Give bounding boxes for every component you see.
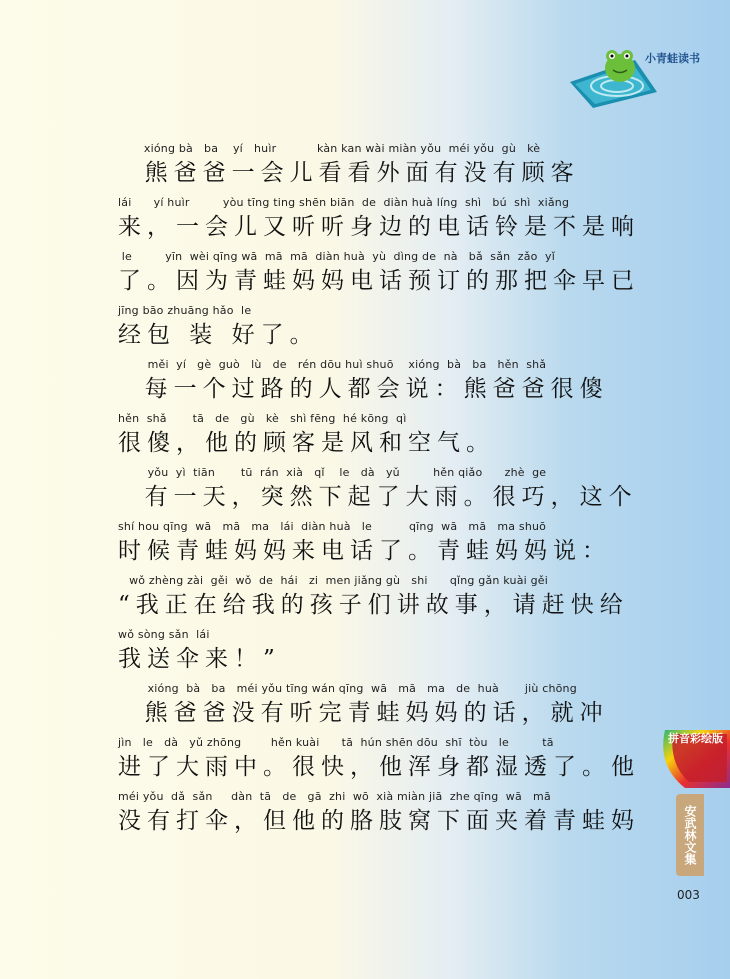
hanzi-line: 有一天，突然下起了大雨。很巧，这个 <box>118 484 638 510</box>
story-text <box>118 141 640 843</box>
hanzi-line: “我正在给我的孩子们讲故事，请赶快给 <box>118 592 629 618</box>
hanzi-line: 进了大雨中。很快，他浑身都湿透了。他 <box>118 754 640 780</box>
text-line <box>118 303 628 357</box>
text-line <box>118 195 640 249</box>
pinyin-line: měi yí gè guò lù de rén dōu huì shuō xióng bà ba hěn shǎ <box>118 358 547 371</box>
hanzi-line: 来，一会儿又听听身边的电话铃是不是响 <box>118 214 640 240</box>
pinyin-line: wǒ zhèng zài gěi wǒ de hái zi men jiǎng gù shi qǐng gǎn kuài gěi <box>118 574 549 587</box>
hanzi-line: 熊爸爸一会儿看看外面有没有顾客 <box>118 160 580 186</box>
pinyin-line: le yīn wèi qīng wā mā mā diàn huà yù dìng de nà bǎ sǎn zǎo yǐ <box>118 250 555 263</box>
pinyin-line: yǒu yì tiān tū rán xià qǐ le dà yǔ hěn qiǎo zhè ge <box>118 466 547 479</box>
pinyin-line: jìn le dà yǔ zhōng hěn kuài tā hún shēn dōu shī tòu le tā <box>118 736 554 749</box>
text-line <box>118 465 638 519</box>
text-line <box>118 519 628 573</box>
text-line <box>118 357 628 411</box>
pinyin-line: xióng bà ba méi yǒu tīng wán qīng wā mā ma de huà jiù chōng <box>118 682 577 695</box>
pinyin-line: hěn shǎ tā de gù kè shì fēng hé kōng qì <box>118 412 407 425</box>
hanzi-line: 时候青蛙妈妈来电话了。青蛙妈妈说： <box>118 538 611 564</box>
text-line <box>118 681 628 735</box>
page-number: 003 <box>677 888 700 902</box>
side-badge-label: 拼音彩绘版 <box>668 732 723 745</box>
pinyin-line: wǒ sòng sǎn lái <box>118 628 210 641</box>
hanzi-line: 经包 装 好了。 <box>118 322 319 348</box>
hanzi-line: 熊爸爸没有听完青蛙妈妈的话，就冲 <box>118 700 609 726</box>
hanzi-line: 了。因为青蛙妈妈电话预订的那把伞早已 <box>118 268 640 294</box>
hanzi-line: 很傻，他的顾客是风和空气。 <box>118 430 495 456</box>
text-line <box>118 573 628 627</box>
text-line <box>118 141 628 195</box>
hanzi-line: 我送伞来！” <box>118 646 281 672</box>
pinyin-line: jīng bāo zhuāng hǎo le <box>118 304 252 317</box>
pinyin-line: xióng bà ba yí huìr kàn kan wài miàn yǒu méi yǒu gù kè <box>118 142 541 155</box>
text-line <box>118 735 640 789</box>
pinyin-line: lái yí huìr yòu tīng ting shēn biān de diàn huà líng shì bú shì xiǎng <box>118 196 570 209</box>
text-line <box>118 249 640 303</box>
hanzi-line: 没有打伞，但他的胳肢窝下面夹着青蛙妈 <box>118 808 640 834</box>
pinyin-line: shí hou qīng wā mā ma lái diàn huà le qīng wā mā ma shuō <box>118 520 547 533</box>
text-line <box>118 411 628 465</box>
hanzi-line: 每一个过路的人都会说：熊爸爸很傻 <box>118 376 609 402</box>
pinyin-line: méi yǒu dǎ sǎn dàn tā de gā zhi wō xià miàn jiā zhe qīng wā mā <box>118 790 551 803</box>
text-line <box>118 789 640 843</box>
text-line <box>118 627 628 681</box>
author-tab: 安武林文集 <box>676 794 704 876</box>
logo-title: 小青蛙读书 <box>645 52 700 65</box>
